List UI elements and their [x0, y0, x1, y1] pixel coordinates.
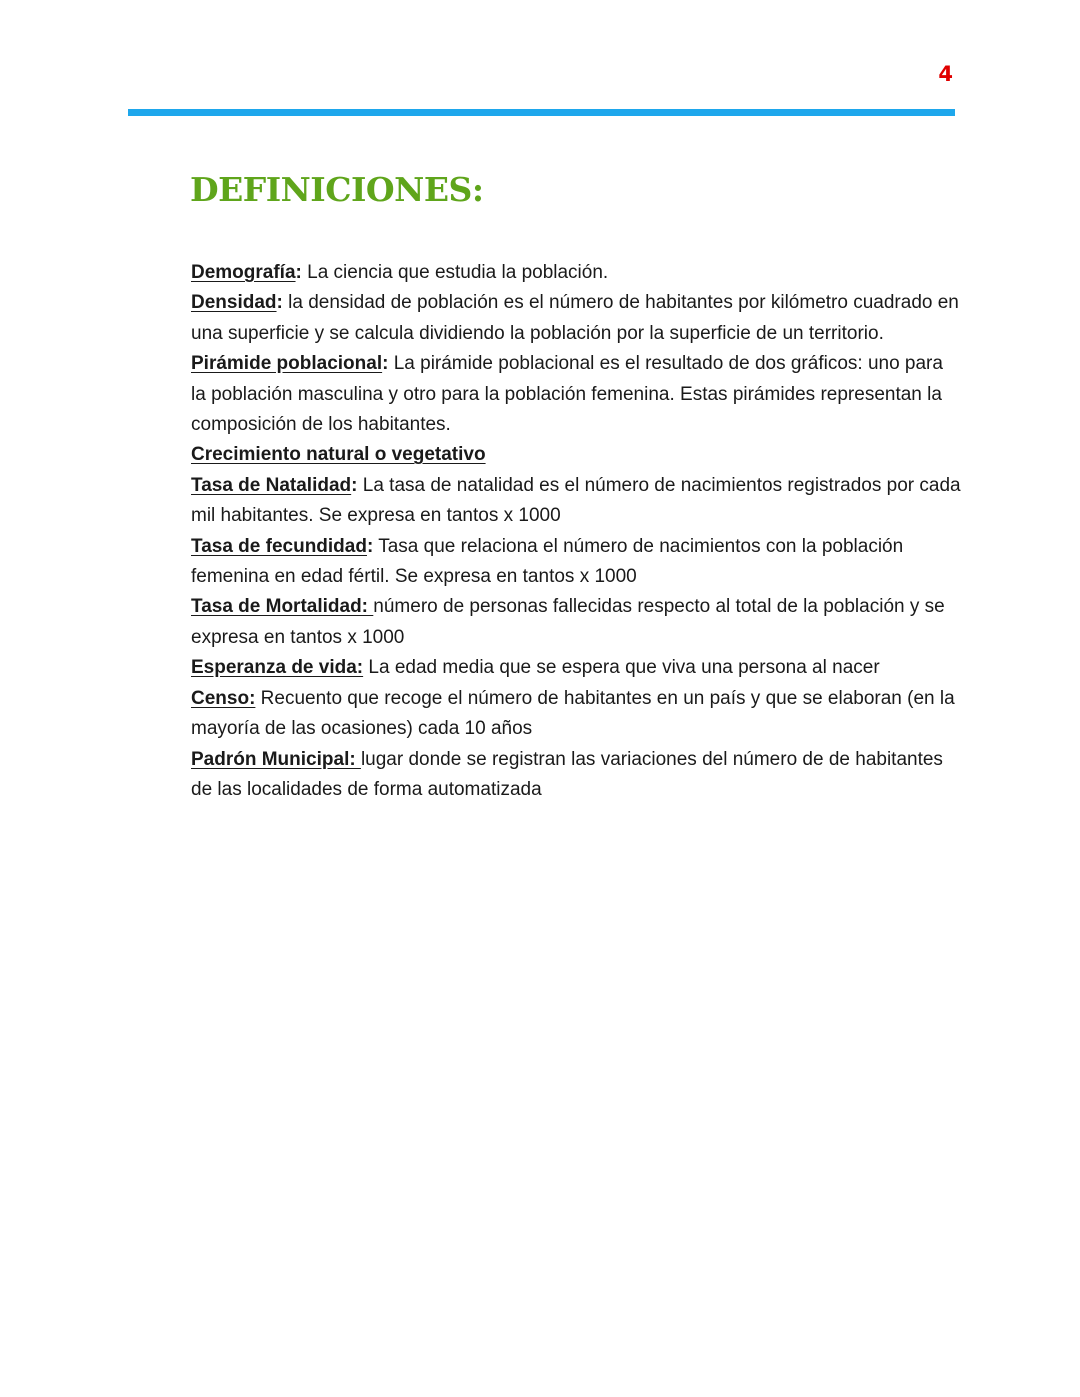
header-divider — [128, 109, 955, 116]
term-separator: : — [276, 292, 283, 314]
definition-fecundidad — [191, 532, 961, 593]
definition-text: Recuento que recoge el número de habitantes en un país y que se elaboran (en la mayoría de las ocasiones) cada 10 años — [191, 687, 955, 740]
definition-padron — [191, 745, 961, 806]
term: Tasa de Natalidad — [191, 474, 352, 496]
term-separator: : — [351, 474, 358, 496]
term: Densidad — [191, 292, 277, 314]
definition-text: La ciencia que estudia la población. — [301, 262, 609, 283]
definition-censo — [191, 684, 961, 745]
term: Censo: — [191, 687, 256, 709]
term-separator: : — [382, 353, 389, 375]
definition-mortalidad — [191, 592, 961, 653]
definition-esperanza — [191, 653, 961, 683]
term-separator: : — [366, 535, 374, 557]
definition-natalidad — [191, 471, 961, 532]
term-separator: : — [295, 262, 302, 283]
term: Tasa de fecundidad — [191, 535, 367, 557]
definition-text: Tasa que relaciona el número de nacimientos con la población femenina en edad fértil. Se expresa en tantos x 1000 — [191, 535, 904, 588]
term: Demografía — [191, 262, 296, 283]
definition-text: la densidad de población es el número de habitantes por kilómetro cuadrado en una superficie y se calcula dividiendo la población por la superficie de un territorio. — [191, 292, 959, 344]
term: Crecimiento natural o vegetativo — [191, 444, 486, 466]
definition-text: La edad media que se espera que viva una persona al nacer — [363, 657, 880, 679]
term: Padrón Municipal: — [191, 748, 361, 770]
definition-text: La pirámide poblacional es el resultado de dos gráficos: uno para la población masculina y otro para la población femenina. Estas pirámides representan la composición de los habitantes. — [191, 353, 943, 436]
page-number: 4 — [938, 62, 953, 86]
definition-crecimiento — [191, 440, 961, 470]
section-title: DEFINICIONES: — [190, 170, 484, 209]
definition-text: número de personas fallecidas respecto al total de la población y se expresa en tantos x 1000 — [191, 596, 945, 648]
term: Esperanza de vida: — [191, 657, 364, 679]
term: Tasa de Mortalidad: — [191, 596, 374, 618]
term: Pirámide poblacional — [191, 353, 383, 375]
definition-densidad — [191, 288, 961, 349]
definition-demografia — [191, 258, 961, 288]
definition-piramide — [191, 349, 961, 440]
definition-text: lugar donde se registran las variaciones del número de de habitantes de las localidades de forma automatizada — [191, 748, 943, 800]
definition-text: La tasa de natalidad es el número de nacimientos registrados por cada mil habitantes. Se expresa en tantos x 1000 — [191, 474, 961, 527]
definitions-list — [191, 258, 961, 805]
